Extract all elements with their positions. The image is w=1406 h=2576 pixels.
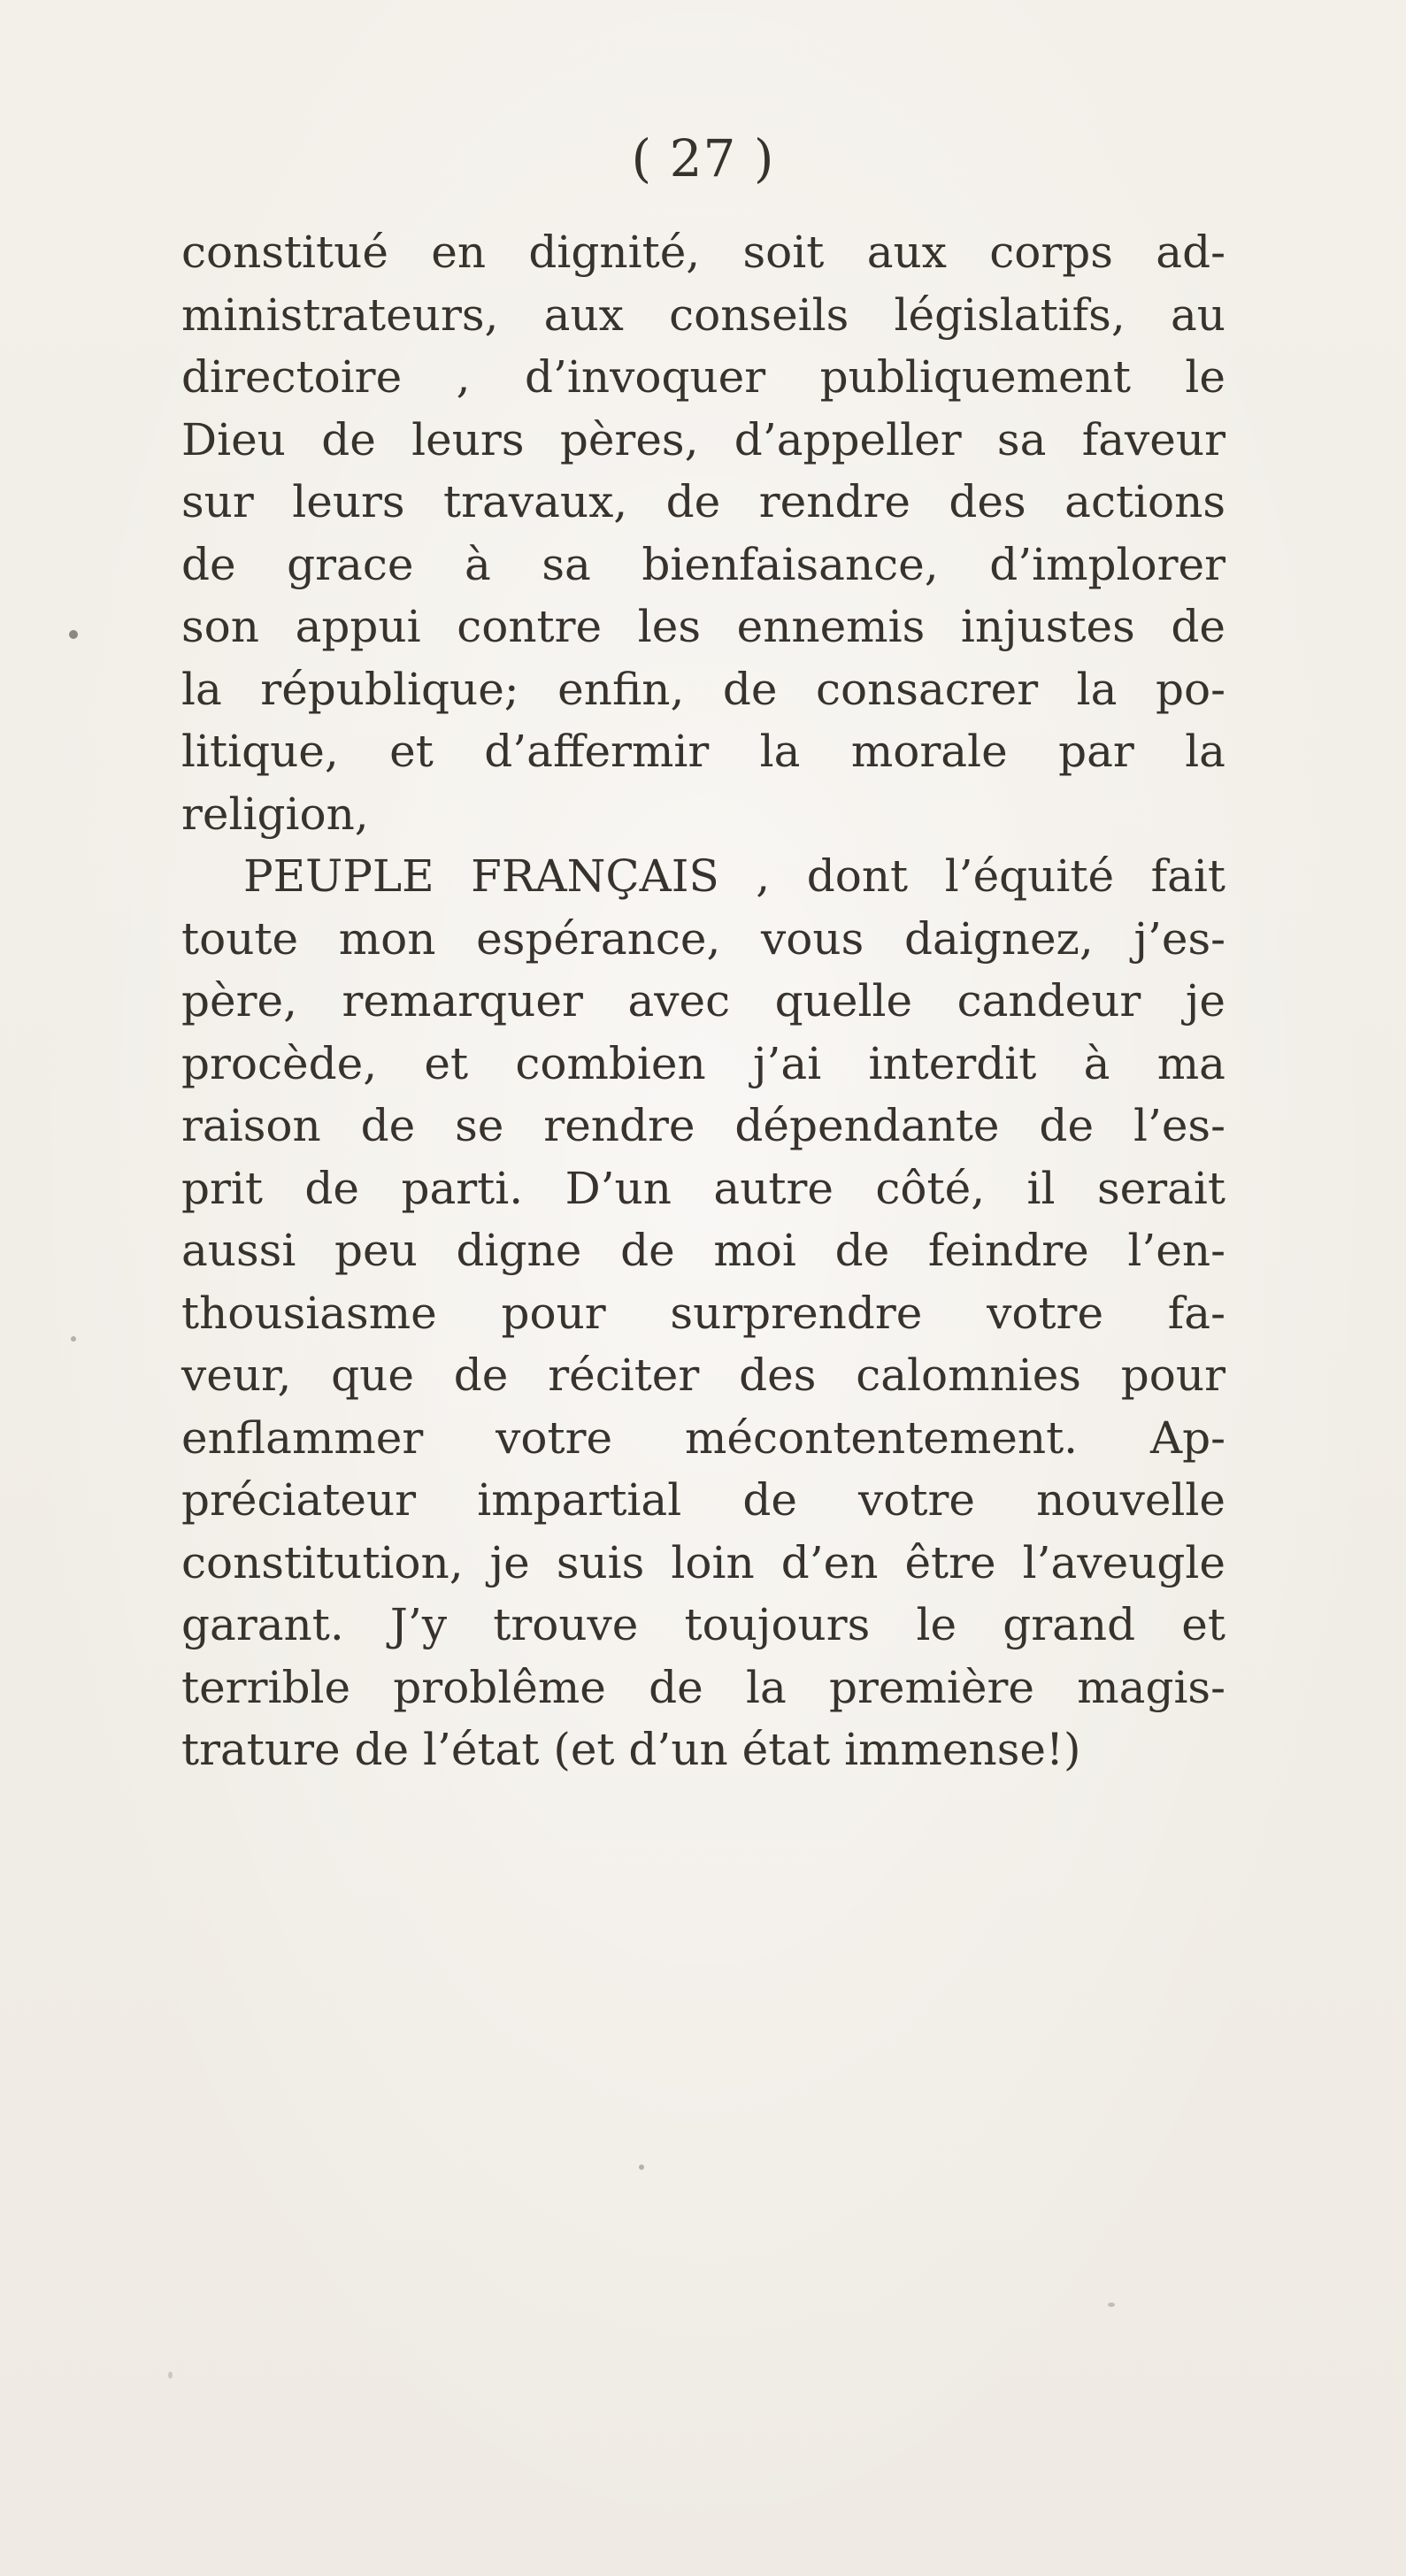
text-line: enflammer votre mécontentement. Ap-: [181, 1411, 1225, 1464]
text-line: aussi peu digne de moi de feindre l’en-: [181, 1225, 1225, 1276]
text-line: la république; enfin, de consacrer la po-: [181, 663, 1225, 715]
text-line: religion,: [181, 788, 369, 840]
text-line: toute mon espérance, vous daignez, j’es-: [181, 912, 1225, 965]
text-line: terrible problême de la première magis-: [181, 1661, 1225, 1713]
text-line: raison de se rendre dépendante de l’es-: [181, 1100, 1225, 1151]
text-line: préciateur impartial de votre nouvelle: [181, 1474, 1225, 1526]
ink-speck: [168, 2372, 173, 2379]
ink-speck: [71, 1336, 76, 1342]
ink-speck: [1108, 2303, 1115, 2307]
text-line: veur, que de réciter des calomnies pour: [181, 1350, 1225, 1401]
text-line: ministrateurs, aux conseils législatifs, au: [181, 288, 1225, 341]
text-line: directoire , d’invoquer publiquement le: [181, 351, 1225, 403]
ink-speck: [69, 630, 78, 639]
page-number: ( 27 ): [631, 128, 775, 188]
text-line: constitution, je suis loin d’en être l’aveugle: [181, 1536, 1225, 1588]
text-line: Dieu de leurs pères, d’appeller sa faveur: [181, 413, 1225, 465]
paragraph-start-line: PEUPLE FRANÇAIS , dont l’équité fait: [243, 850, 1225, 902]
text-line: thousiasme pour surprendre votre fa-: [181, 1287, 1225, 1339]
text-line: son appui contre les ennemis injustes de: [181, 601, 1225, 652]
text-line: litique, et d’affermir la morale par la: [181, 726, 1225, 777]
text-line: père, remarquer avec quelle candeur je: [181, 975, 1225, 1027]
text-line: de grace à sa bienfaisance, d’implorer: [181, 538, 1225, 590]
body-text: [181, 221, 1225, 1781]
text-line: garant. J’y trouve toujours le grand et: [181, 1599, 1225, 1650]
text-line: prit de parti. D’un autre côté, il serait: [181, 1162, 1225, 1214]
text-line: sur leurs travaux, de rendre des actions: [181, 476, 1225, 527]
ink-speck: [639, 2165, 644, 2170]
text-line: trature de l’état (et d’un état immense!): [181, 1724, 1081, 1775]
text-line: constitué en dignité, soit aux corps ad-: [181, 227, 1225, 278]
text-line: procède, et combien j’ai interdit à ma: [181, 1037, 1225, 1089]
